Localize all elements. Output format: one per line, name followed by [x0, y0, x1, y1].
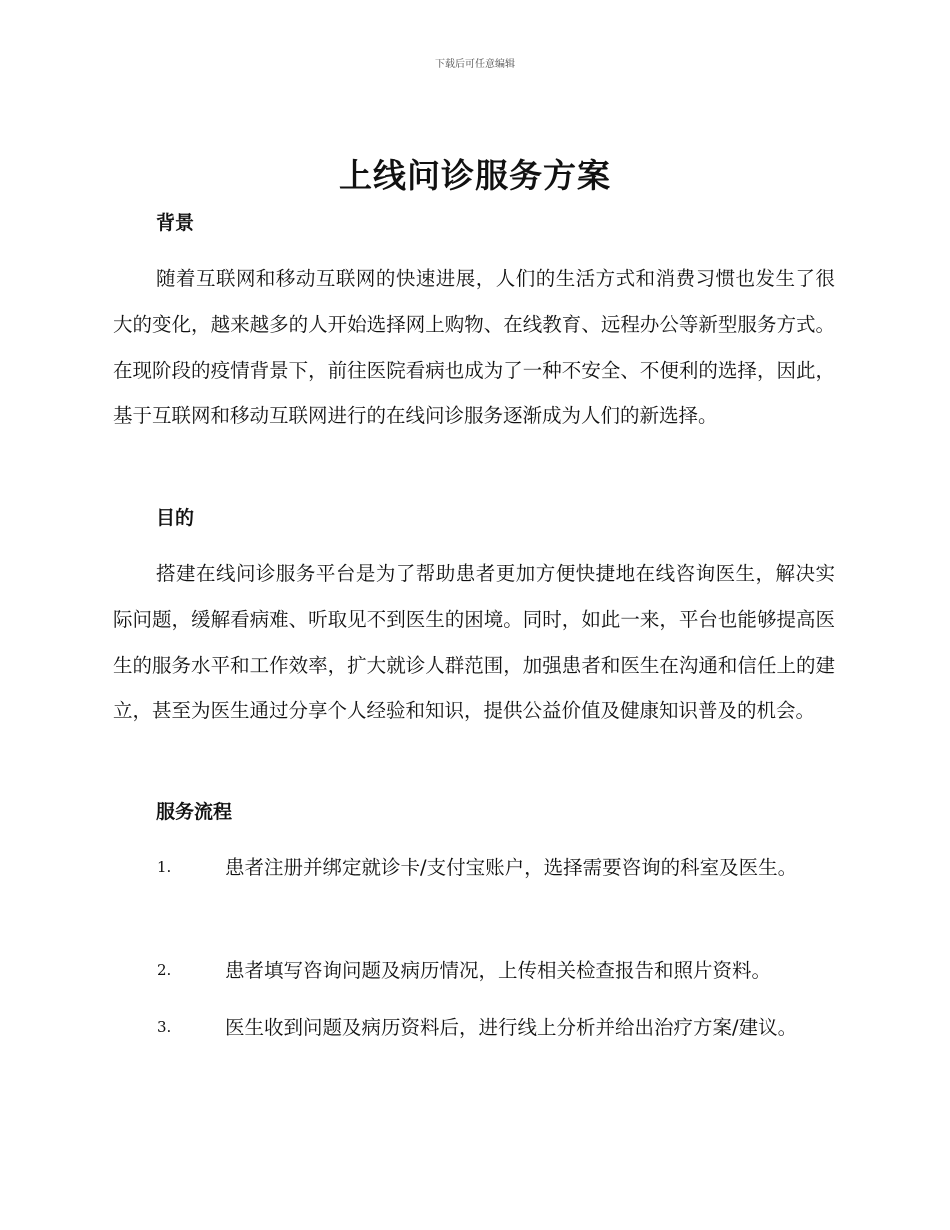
step-text: 医生收到问题及病历资料后，进行线上分析并给出治疗方案/建议。	[225, 1016, 798, 1039]
step-number: 3.	[157, 1018, 172, 1036]
process-step	[113, 1005, 835, 1051]
step-number: 1.	[157, 858, 172, 876]
process-step	[113, 948, 835, 994]
purpose-paragraph: 搭建在线问诊服务平台是为了帮助患者更加方便快捷地在线咨询医生，解决实际问题，缓解看病难、听取见不到医生的困境。同时，如此一来，平台也能够提高医生的服务水平和工作效率，扩大就诊人群范围，加强患者和医生在沟通和信任上的建立，甚至为医生通过分享个人经验和知识，提供公益价值及健康知识普及的机会。	[113, 562, 835, 723]
section-heading-process: 服务流程	[156, 801, 233, 823]
process-step	[113, 845, 835, 891]
document-title: 上线问诊服务方案	[339, 156, 611, 195]
header-note: 下载后可任意编辑	[435, 59, 515, 70]
step-text: 患者填写咨询问题及病历情况，上传相关检查报告和照片资料。	[225, 959, 772, 982]
section-heading-purpose: 目的	[156, 507, 195, 529]
background-paragraph: 随着互联网和移动互联网的快速进展，人们的生活方式和消费习惯也发生了很大的变化，越来越多的人开始选择网上购物、在线教育、远程办公等新型服务方式。在现阶段的疫情背景下，前往医院看病也成为了一种不安全、不便利的选择，因此，基于互联网和移动互联网进行的在线问诊服务逐渐成为人们的新选择。	[113, 267, 835, 428]
section-heading-background: 背景	[156, 212, 195, 234]
step-text: 患者注册并绑定就诊卡/支付宝账户，选择需要咨询的科室及医生。	[225, 856, 798, 879]
step-number: 2.	[157, 961, 172, 979]
